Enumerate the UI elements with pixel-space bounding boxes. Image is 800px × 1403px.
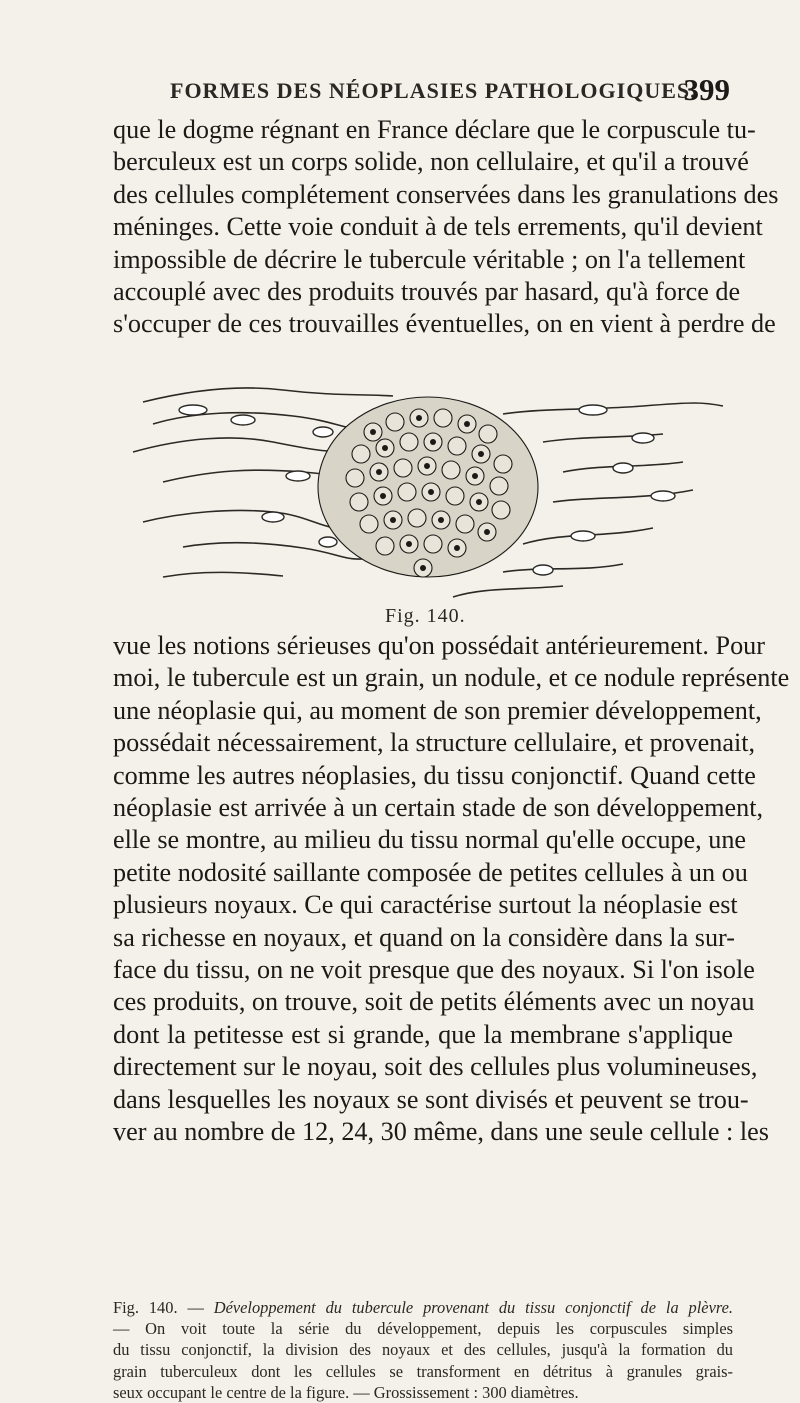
tubercle-granulation	[318, 397, 538, 577]
caption-line	[113, 1297, 733, 1318]
text-line: s'occuper de ces trouvailles éventuelles, on en vient à perdre de	[113, 309, 776, 339]
text-line: petite nodosité saillante composée de petites cellules à un ou	[113, 857, 748, 887]
text-line: néoplasie est arrivée à un certain stade de son développement,	[113, 793, 764, 823]
text-line: dans lesquelles les noyaux se sont divisés et peuvent se trou-	[113, 1084, 749, 1114]
text-line: ces produits, on trouve, soit de petits éléments avec un noyau	[113, 987, 755, 1017]
text-line: directement sur le noyau, soit des cellules plus volumineuses,	[113, 1052, 758, 1082]
caption-prefix: Fig. 140. —	[113, 1298, 214, 1317]
paragraph-2	[113, 630, 790, 1149]
caption-line: seux occupant le centre de la figure. — Grossissement : 300 diamètres.	[113, 1382, 579, 1402]
tubercle-histology-engraving	[123, 372, 735, 602]
text-line: des cellules complétement conservées dans les granulations des	[113, 179, 779, 209]
figure-140-illustration	[123, 372, 735, 602]
text-line: vue les notions sérieuses qu'on possédait antérieurement. Pour	[113, 631, 765, 660]
text-line: une néoplasie qui, au moment de son premier développement,	[113, 695, 762, 725]
page-header	[114, 72, 730, 112]
caption-line: grain tuberculeux dont les cellules se transforment en détritus à granules grais-	[113, 1361, 733, 1381]
text-line: berculeux est un corps solide, non cellulaire, et qu'il a trouvé	[113, 147, 749, 177]
running-title: FORMES DES NÉOPLASIES PATHOLOGIQUES.	[170, 78, 697, 103]
text-line: face du tissu, on ne voit presque que des noyaux. Si l'on isole	[113, 955, 755, 985]
text-line: méninges. Cette voie conduit à de tels errements, qu'il devient	[113, 212, 763, 242]
text-line: ver au nombre de 12, 24, 30 même, dans une seule cellule : les	[113, 1117, 769, 1147]
text-line: impossible de décrire le tubercule véritable ; on l'a tellement	[113, 244, 746, 274]
caption-title: Développement du tubercule provenant du tissu conjonctif de la plèvre.	[213, 1298, 733, 1317]
text-line: moi, le tubercule est un grain, un nodule, et ce nodule représente	[113, 663, 790, 693]
text-line: plusieurs noyaux. Ce qui caractérise surtout la néoplasie est	[113, 890, 738, 920]
figure-caption	[113, 1297, 733, 1403]
caption-line: du tissu conjonctif, la division des noyaux et des cellules, jusqu'à la formation du	[113, 1340, 733, 1360]
text-line: possédait nécessairement, la structure cellulaire, et provenait,	[113, 728, 756, 758]
text-line: comme les autres néoplasies, du tissu conjonctif. Quand cette	[113, 760, 756, 790]
text-line: sa richesse en noyaux, et quand on la considère dans la sur-	[113, 922, 735, 952]
text-line: accouplé avec des produits trouvés par hasard, qu'à force de	[113, 277, 741, 307]
figure-label: Fig. 140.	[385, 605, 466, 627]
caption-line: — On voit toute la série du développement, depuis les corpuscules simples	[113, 1319, 733, 1339]
paragraph-1	[113, 114, 779, 341]
text-line: que le dogme régnant en France déclare que le corpuscule tu-	[113, 115, 756, 144]
text-line: dont la petitesse est si grande, que la membrane s'applique	[113, 1019, 733, 1049]
text-line: elle se montre, au milieu du tissu normal qu'elle occupe, une	[113, 825, 747, 855]
page-number: 399	[683, 72, 730, 107]
